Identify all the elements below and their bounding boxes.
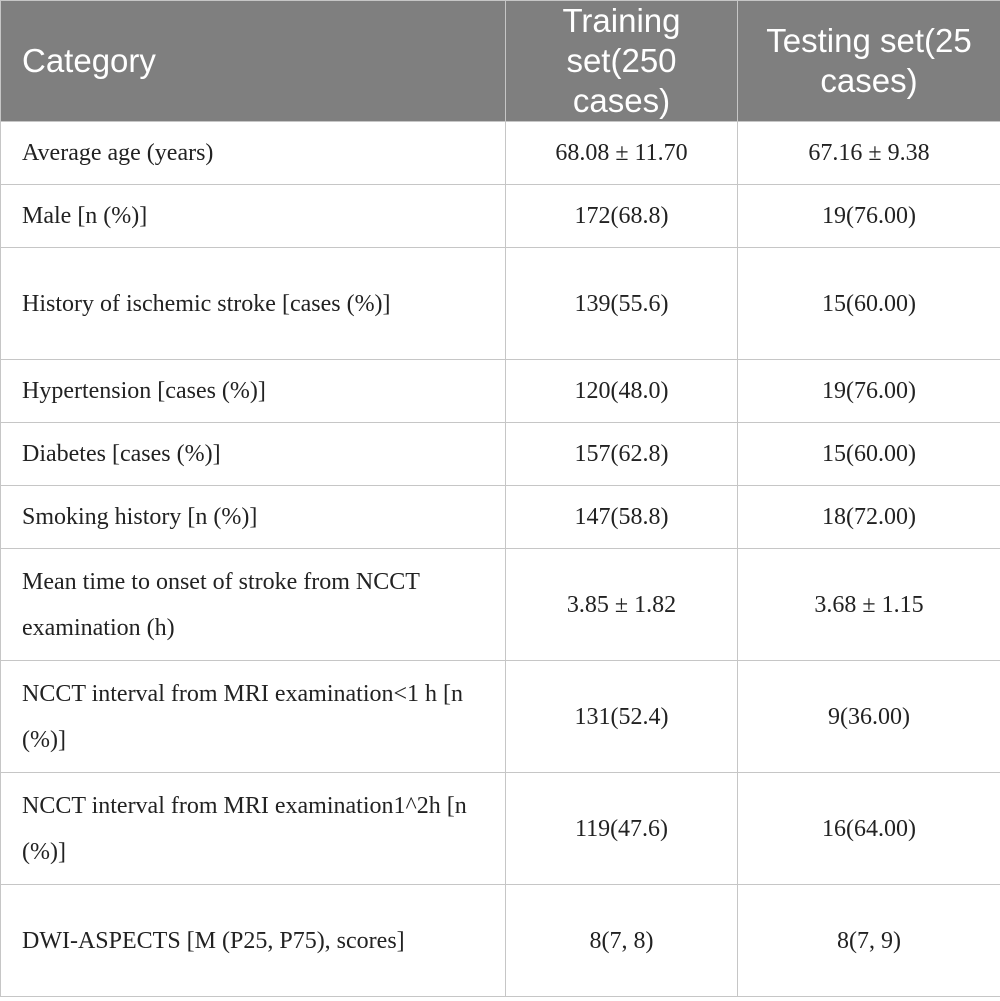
table-row: [1, 185, 1000, 248]
row-training-value: 120(48.0): [506, 360, 738, 423]
header-category: Category: [1, 1, 506, 122]
header-testing-set: Testing set(25 cases): [738, 1, 1000, 122]
row-training-value: 147(58.8): [506, 486, 738, 549]
row-category: Mean time to onset of stroke from NCCT examination (h): [1, 549, 506, 661]
row-testing-value: 15(60.00): [738, 248, 1000, 360]
row-category: Hypertension [cases (%)]: [1, 360, 506, 423]
row-training-value: 68.08 ± 11.70: [506, 122, 738, 185]
table-row: [1, 773, 1000, 885]
row-category: Average age (years): [1, 122, 506, 185]
header-row: [1, 1, 1000, 122]
table-row: [1, 423, 1000, 486]
row-category: NCCT interval from MRI examination1^2h [n (%)]: [1, 773, 506, 885]
row-testing-value: 15(60.00): [738, 423, 1000, 486]
row-training-value: 157(62.8): [506, 423, 738, 486]
table-row: [1, 248, 1000, 360]
row-category: Male [n (%)]: [1, 185, 506, 248]
row-testing-value: 67.16 ± 9.38: [738, 122, 1000, 185]
row-category: History of ischemic stroke [cases (%)]: [1, 248, 506, 360]
table-row: [1, 549, 1000, 661]
table-row: [1, 486, 1000, 549]
row-testing-value: 19(76.00): [738, 360, 1000, 423]
table-row: [1, 885, 1000, 997]
row-category: DWI-ASPECTS [M (P25, P75), scores]: [1, 885, 506, 997]
row-testing-value: 9(36.00): [738, 661, 1000, 773]
row-testing-value: 16(64.00): [738, 773, 1000, 885]
row-category: Diabetes [cases (%)]: [1, 423, 506, 486]
row-testing-value: 18(72.00): [738, 486, 1000, 549]
row-testing-value: 8(7, 9): [738, 885, 1000, 997]
row-training-value: 131(52.4): [506, 661, 738, 773]
row-category: NCCT interval from MRI examination<1 h [n (%)]: [1, 661, 506, 773]
table-row: [1, 360, 1000, 423]
row-training-value: 172(68.8): [506, 185, 738, 248]
row-training-value: 3.85 ± 1.82: [506, 549, 738, 661]
table-row: [1, 661, 1000, 773]
row-testing-value: 3.68 ± 1.15: [738, 549, 1000, 661]
row-category: Smoking history [n (%)]: [1, 486, 506, 549]
row-training-value: 139(55.6): [506, 248, 738, 360]
row-training-value: 8(7, 8): [506, 885, 738, 997]
table-row: [1, 122, 1000, 185]
row-training-value: 119(47.6): [506, 773, 738, 885]
row-testing-value: 19(76.00): [738, 185, 1000, 248]
header-training-set: Training set(250 cases): [506, 1, 738, 122]
